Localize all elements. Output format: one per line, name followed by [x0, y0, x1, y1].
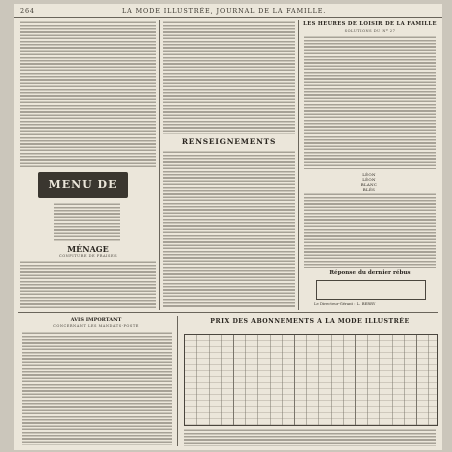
menu-de-mode-logo: MENU DE: [38, 172, 128, 198]
menage-heading: MÉNAGE: [67, 244, 109, 254]
bottom-section-rule: [18, 312, 438, 313]
column-rule-left: [159, 20, 160, 310]
price-table-title: PRIX DES ABONNEMENTS A LA MODE ILLUSTRÉE: [210, 318, 410, 325]
middle-column-text-2: [163, 150, 295, 308]
directeur-gerant-line: Le Directeur-Gérant : L. BERRY: [314, 301, 376, 306]
journal-title: LA MODE ILLUSTRÉE, JOURNAL DE LA FAMILLE.: [122, 7, 327, 15]
solutions-subheading: SOLUTIONS DU Nº 27: [344, 29, 396, 33]
newspaper-page: [14, 4, 442, 450]
menage-subheading: CONFITURE DE FRAISES: [58, 254, 118, 258]
rebus-solution-heading: Réponse du dernier rébus: [329, 270, 411, 276]
price-table-notes: [184, 428, 436, 446]
rebus-line: LÉON: [362, 177, 376, 182]
rebus-block: [344, 172, 394, 192]
rebus-line: LÉON: [362, 172, 376, 177]
page-number: 264: [20, 7, 35, 15]
menu-list-text: [54, 202, 120, 242]
avis-important-subheading: CONCERNANT LES MANDATS-POSTE: [53, 324, 139, 328]
rebus-image: [316, 280, 426, 300]
rebus-line: BLÉS: [362, 187, 376, 192]
renseignements-heading: RENSEIGNEMENTS: [181, 137, 277, 146]
price-table-grid: [184, 334, 438, 426]
heures-de-loisir-heading: LES HEURES DE LOISIR DE LA FAMILLE: [303, 21, 437, 27]
rebus-line: BLANC: [360, 182, 378, 187]
avis-important-heading: AVIS IMPORTANT: [70, 317, 122, 323]
menage-text: [20, 260, 156, 308]
page-header: [14, 6, 442, 18]
left-column-text-1: [20, 20, 156, 168]
right-column-text-1: [304, 35, 436, 169]
column-rule-bottom: [177, 316, 178, 446]
price-table: [184, 320, 436, 424]
avis-important-text: [22, 331, 172, 445]
middle-column-text-1: [163, 20, 295, 134]
column-rule-right: [298, 20, 299, 310]
right-column-text-2: [304, 192, 436, 268]
